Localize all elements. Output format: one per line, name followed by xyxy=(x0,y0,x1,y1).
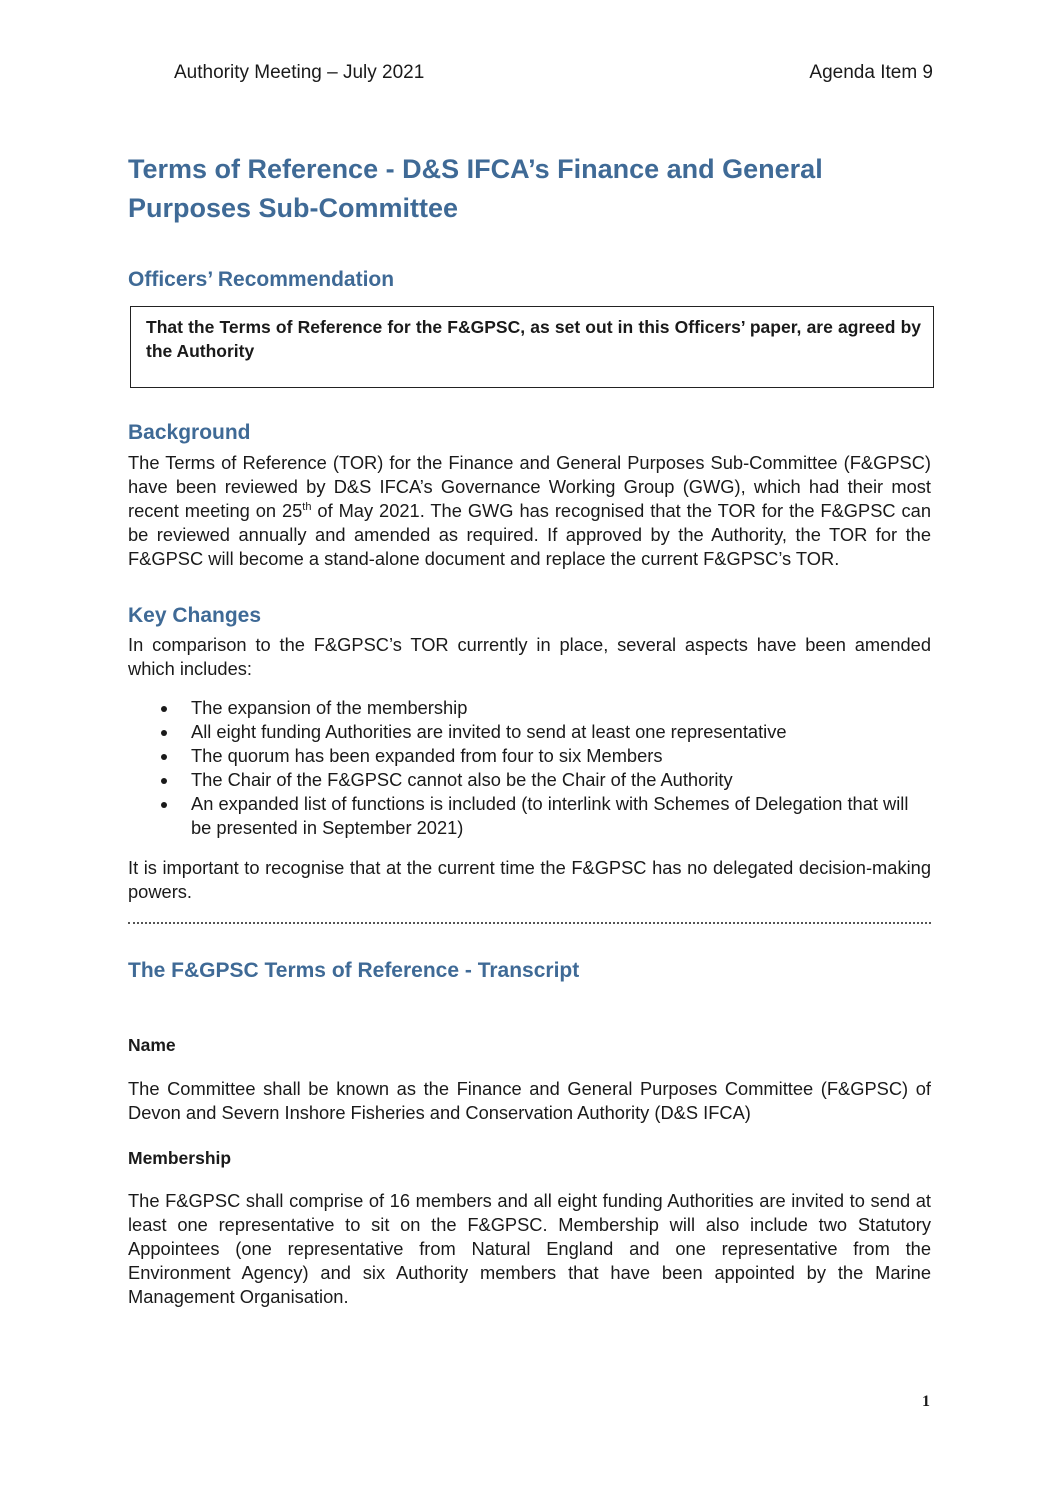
recommendation-text: That the Terms of Reference for the F&GPSC, as set out in this Officers’ paper, are agreed by the Authority xyxy=(146,317,921,361)
bullet-icon xyxy=(161,802,167,808)
list-item: The Chair of the F&GPSC cannot also be the Chair of the Authority xyxy=(128,768,931,792)
header-right: Agenda Item 9 xyxy=(809,62,933,83)
header-left: Authority Meeting – July 2021 xyxy=(174,62,425,83)
key-changes-list xyxy=(128,696,931,840)
name-heading: Name xyxy=(128,1035,176,1055)
bullet-icon xyxy=(161,706,167,712)
list-item: All eight funding Authorities are invited to send at least one representative xyxy=(128,720,931,744)
key-changes-heading: Key Changes xyxy=(128,604,262,627)
document-title: Terms of Reference - D&S IFCA’s Finance and General Purposes Sub-Committee xyxy=(128,154,823,223)
dotted-divider xyxy=(128,922,931,924)
bullet-icon xyxy=(161,754,167,760)
background-paragraph xyxy=(128,451,931,571)
recommendation-heading: Officers’ Recommendation xyxy=(128,268,395,291)
bullet-icon xyxy=(161,730,167,736)
name-text: The Committee shall be known as the Finance and General Purposes Committee (F&GPSC) of Devon and Severn Inshore Fisheries and Conservation Authority (D&S IFCA) xyxy=(128,1078,931,1123)
key-changes-intro: In comparison to the F&GPSC’s TOR currently in place, several aspects have been amended which includes: xyxy=(128,634,931,679)
membership-text: The F&GPSC shall comprise of 16 members and all eight funding Authorities are invited to send at least one representative to sit on the F&GPSC. Membership will also include two Statutory Appointees (one representative from Natural England and one representative from the Environment Agency) and six Authority members that have been appointed by the Marine Management Organisation. xyxy=(128,1190,931,1307)
background-text-2: of May 2021. The GWG has recognised that the TOR for the F&GPSC can be reviewed annually and amended as required. If approved by the Authority, the TOR for the F&GPSC will become a stand-alone document and replace the current F&GPSC’s TOR. xyxy=(128,500,931,569)
membership-heading: Membership xyxy=(128,1148,232,1168)
page-number: 1 xyxy=(922,1393,930,1410)
list-item: The quorum has been expanded from four to six Members xyxy=(128,744,931,768)
transcript-heading: The F&GPSC Terms of Reference - Transcript xyxy=(128,959,580,982)
recommendation-box xyxy=(130,306,934,388)
bullet-icon xyxy=(161,778,167,784)
list-item: An expanded list of functions is included (to interlink with Schemes of Delegation that will be presented in September 2021) xyxy=(128,792,931,840)
background-heading: Background xyxy=(128,421,251,444)
list-item: The expansion of the membership xyxy=(128,696,931,720)
background-sup: th xyxy=(302,500,312,513)
key-changes-closing: It is important to recognise that at the current time the F&GPSC has no delegated decision-making powers. xyxy=(128,857,931,902)
background-text-1: The Terms of Reference (TOR) for the Finance and General Purposes Sub-Committee (F&GPSC) have been reviewed by D&S IFCA’s Governance Working Group (GWG), which had their most recent meeting on 25 xyxy=(128,452,931,521)
